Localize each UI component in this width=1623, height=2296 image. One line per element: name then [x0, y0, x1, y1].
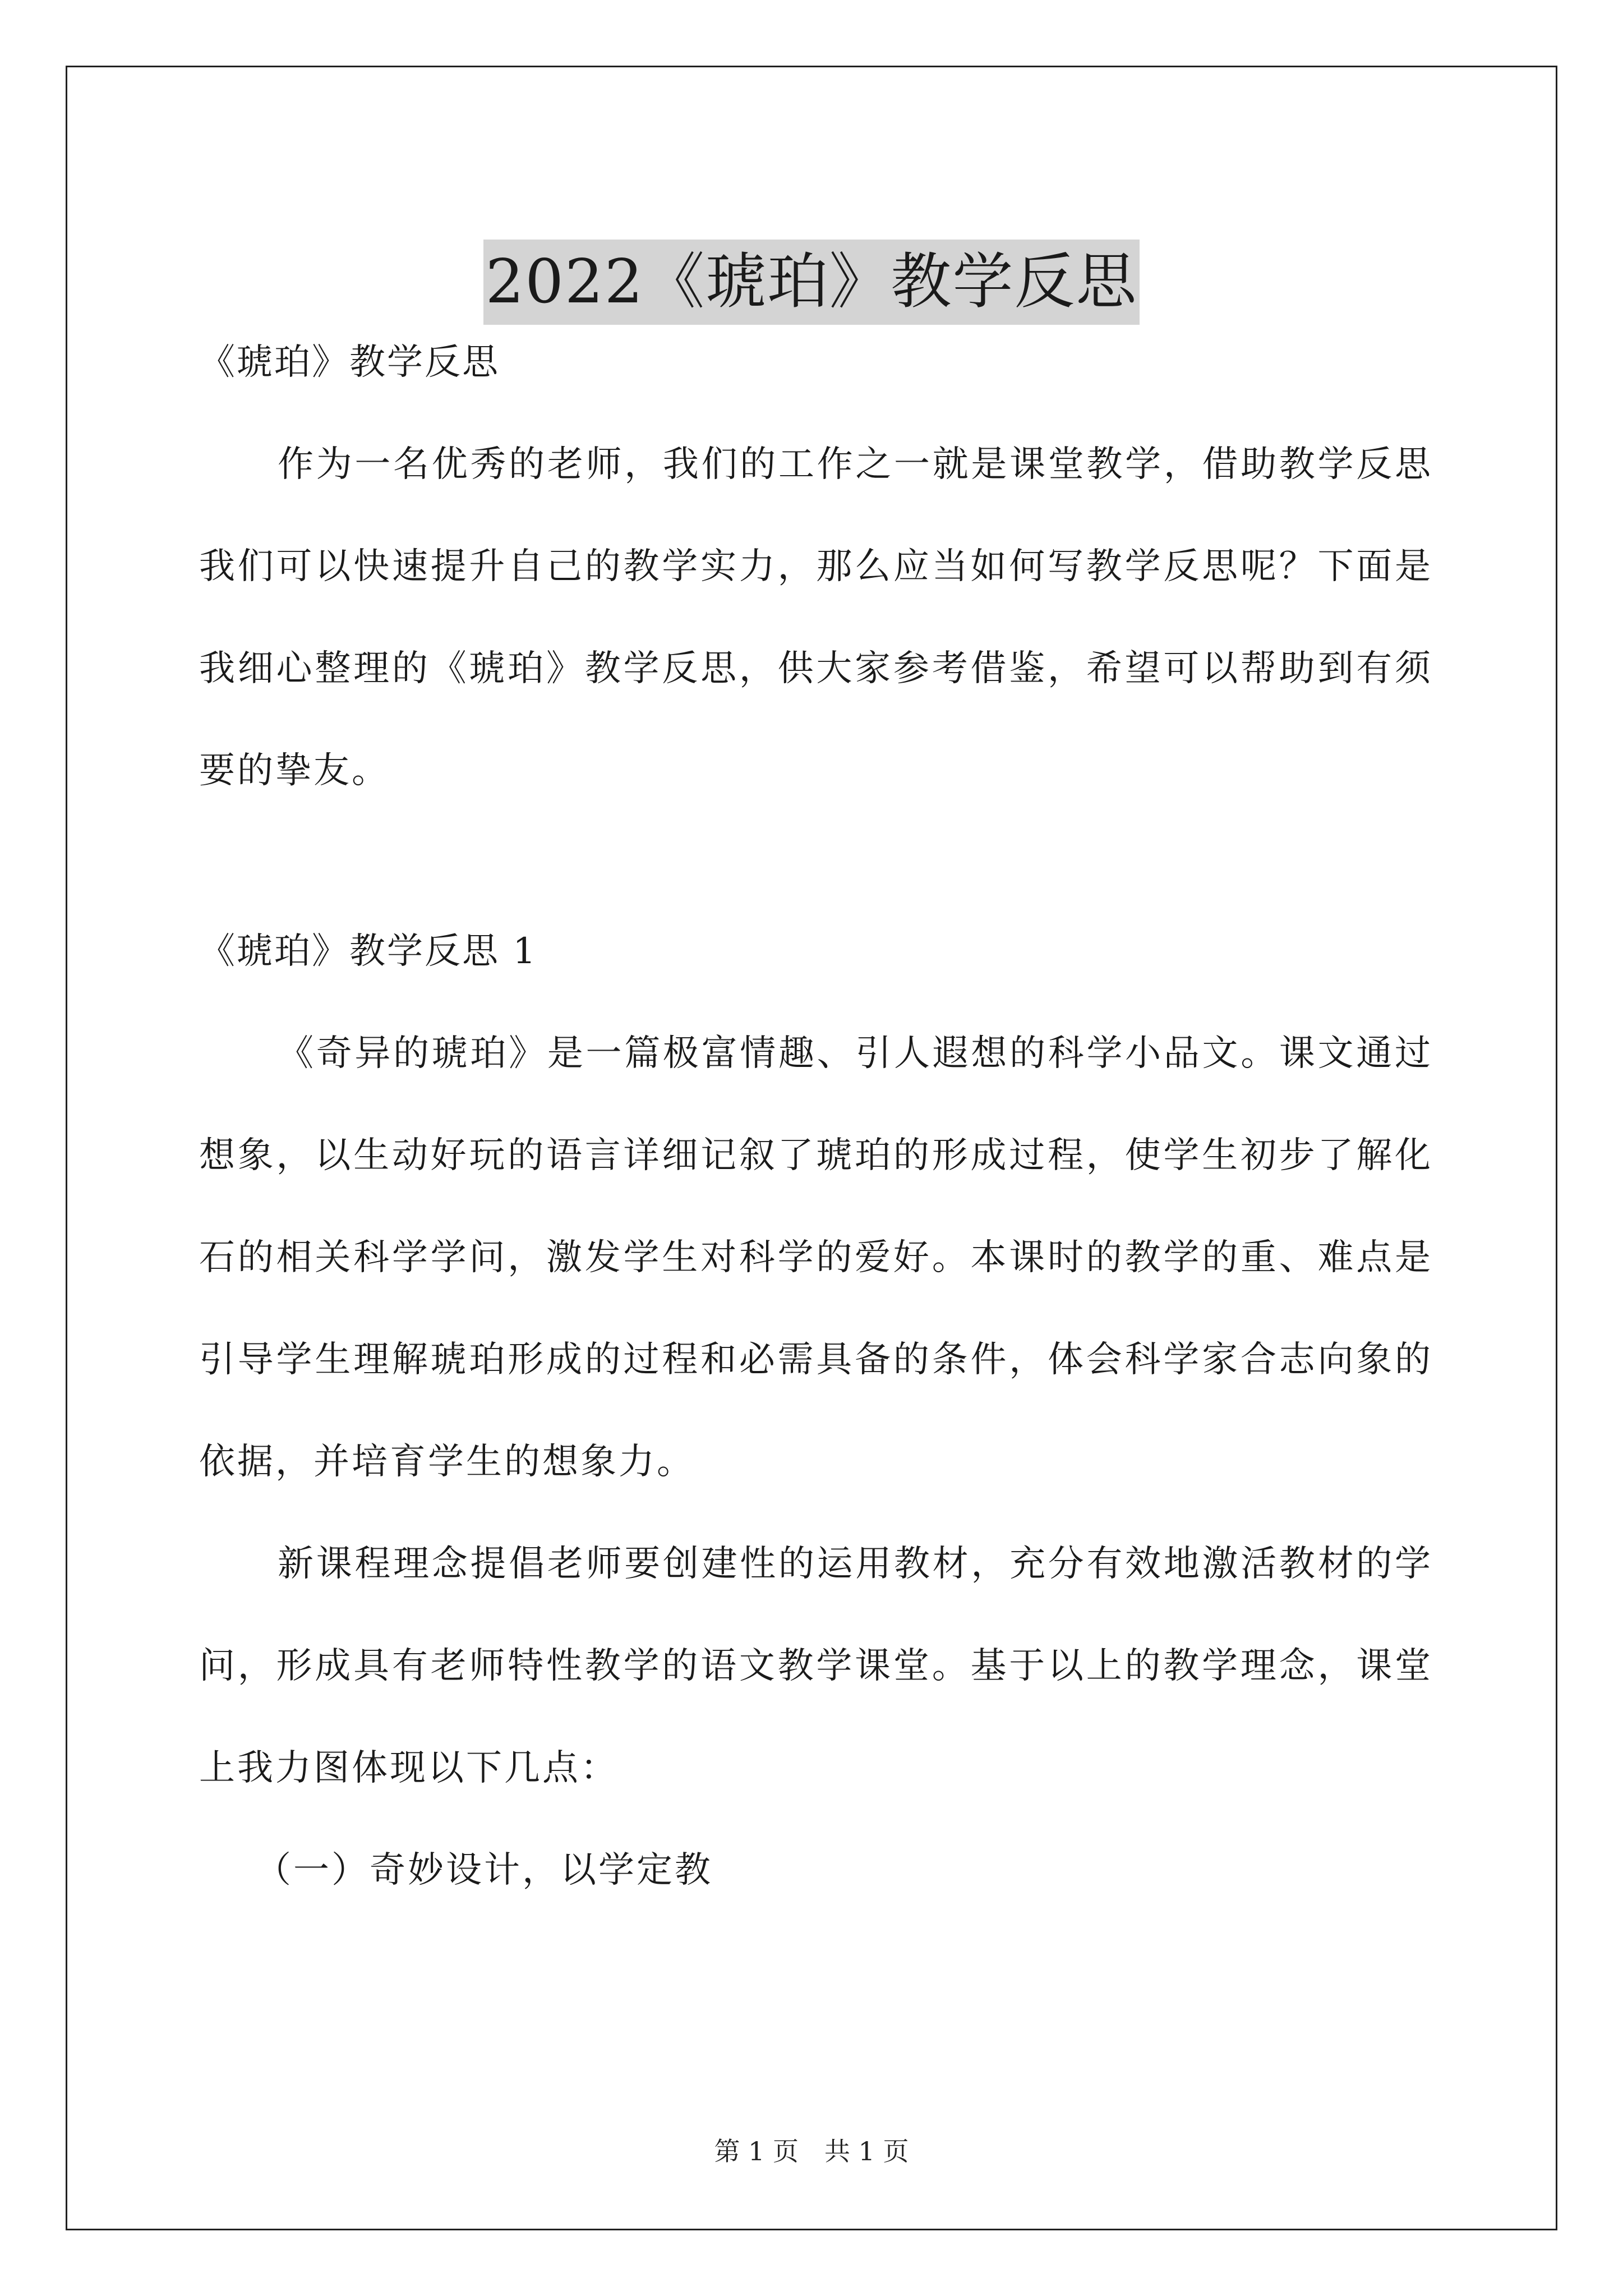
intro-paragraph: 作为一名优秀的老师，我们的工作之一就是课堂教学，借助教学反思我们可以快速提升自己的教学实力，那么应当如何写教学反思呢？下面是我细心整理的《琥珀》教学反思，供大家参考借鉴，希望可以帮助到有须要的挚友。 [199, 444, 1433, 792]
section-1-subheading-1: （一）奇妙设计，以学定教 [255, 1849, 713, 1891]
document-body [199, 314, 1433, 1921]
section-1-paragraph-1: 《奇异的琥珀》是一篇极富情趣、引人遐想的科学小品文。课文通过想象，以生动好玩的语言详细记叙了琥珀的形成过程，使学生初步了解化石的相关科学学问，激发学生对科学的爱好。本课时的教学的重、难点是引导学生理解琥珀形成的过程和必需具备的条件，体会科学家合志向象的依据，并培育学生的想象力。 [199, 1033, 1433, 1483]
document-title: 2022《琥珀》教学反思 [483, 240, 1140, 325]
main-heading: 《琥珀》教学反思 [199, 342, 500, 383]
section-1-heading: 《琥珀》教学反思 1 [199, 931, 538, 972]
page-footer: 第 1 页 共 1 页 [714, 2136, 909, 2166]
section-1-paragraph-2: 新课程理念提倡老师要创建性的运用教材，充分有效地激活教材的学问，形成具有老师特性教学的语文教学课堂。基于以上的教学理念，课堂上我力图体现以下几点： [199, 1543, 1433, 1789]
